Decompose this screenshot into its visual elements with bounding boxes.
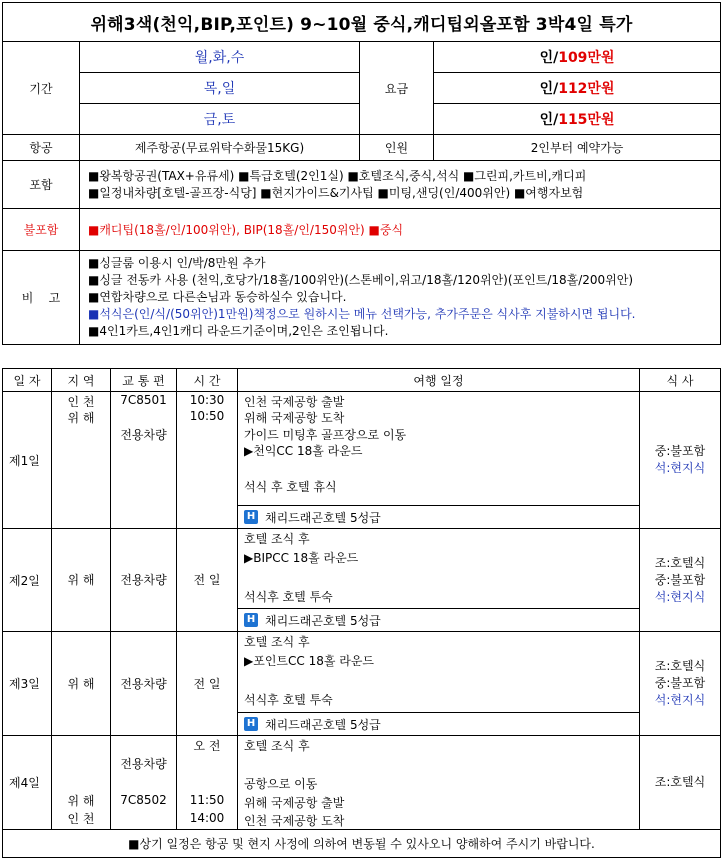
meal-line: 중:불포함 xyxy=(654,572,706,587)
hotel-icon: H xyxy=(244,510,258,524)
period-fri-sat: 금,토 xyxy=(80,104,360,135)
itinerary-line: 공항으로 이동 xyxy=(244,777,318,791)
table-row xyxy=(3,632,721,736)
itinerary-line: ▶BIPCC 18홀 라운드 xyxy=(244,551,359,565)
include-content xyxy=(80,161,721,209)
include-line: ■왕복항공권(TAX+유류세) ■특급호텔(2인1실) ■호텔조식,중식,석식 ■그린피,카트비,캐디피 xyxy=(88,168,587,183)
hotel-row xyxy=(238,608,639,631)
hotel-row xyxy=(238,505,639,528)
itinerary-line: ▶천익CC 18홀 라운드 xyxy=(244,444,363,458)
transport-cell xyxy=(111,392,177,529)
itinerary-line: 호텔 조식 후 xyxy=(244,635,310,649)
itinerary-cell xyxy=(238,392,640,529)
price-row-2 xyxy=(434,73,721,104)
people-label: 인원 xyxy=(360,135,434,161)
table-row xyxy=(3,529,721,632)
people-value: 2인부터 예약가능 xyxy=(434,135,721,161)
time-line: 10:50 xyxy=(189,409,225,423)
region-cell xyxy=(52,736,111,830)
day-label: 제3일 xyxy=(3,632,52,736)
price-amount: 109만원 xyxy=(558,50,615,66)
time-cell xyxy=(177,632,238,736)
table-row xyxy=(3,736,721,830)
day-label: 제4일 xyxy=(3,736,52,830)
time-cell xyxy=(177,529,238,632)
meal-cell xyxy=(640,736,721,830)
time-line: 14:00 xyxy=(189,811,225,825)
meal-line: 석:현지식 xyxy=(654,589,706,604)
meal-line: 조:호텔식 xyxy=(654,659,706,673)
footer-row xyxy=(3,830,721,858)
itinerary-cell xyxy=(238,529,640,632)
itinerary-line: 호텔 조식 후 xyxy=(244,739,310,753)
note-line: ■4인1카트,4인1캐디 라운드기준이며,2인은 조인됩니다. xyxy=(88,324,389,338)
meal-line: 중:불포함 xyxy=(654,676,706,690)
time-line: 10:30 xyxy=(189,393,225,407)
itinerary-cell xyxy=(238,632,640,736)
hotel-icon: H xyxy=(244,613,258,627)
period-mon-tue-wed: 월,화,수 xyxy=(80,42,360,73)
transport-line: 전용차량 xyxy=(120,757,167,771)
period-label: 기간 xyxy=(3,42,80,135)
airline-value: 제주항공(무료위탁수화물15KG) xyxy=(80,135,360,161)
time-line: 11:50 xyxy=(189,793,225,807)
meal-cell xyxy=(640,392,721,529)
region-line: 위 해 xyxy=(67,573,95,587)
itinerary-line: 호텔 조식 후 xyxy=(244,532,310,546)
itinerary-cell xyxy=(238,736,640,830)
summary-table xyxy=(2,2,721,345)
header-region: 지 역 xyxy=(52,369,111,392)
price-prefix: 인/ xyxy=(539,81,559,97)
header-time: 시 간 xyxy=(177,369,238,392)
itinerary-line: ▶포인트CC 18홀 라운드 xyxy=(244,654,375,668)
region-line: 인 천 xyxy=(67,812,95,826)
transport-line: 전용차량 xyxy=(120,677,167,691)
table-row xyxy=(3,392,721,529)
itinerary-line: 인천 국제공항 도착 xyxy=(244,814,345,828)
itinerary-line: 위해 국제공항 도착 xyxy=(244,411,345,425)
transport-cell xyxy=(111,736,177,830)
time-line: 전 일 xyxy=(193,573,221,587)
transport-line: 전용차량 xyxy=(120,573,167,587)
note-line: ■싱글 전동카 사용 (천익,호당가/18홀/100위안)(스톤베이,위고/18홀/120위안)(포인트/18홀/200위안) xyxy=(88,273,634,287)
include-line: ■일정내차량[호텔-골프장-식당] ■현지가이드&기사팁 ■미팅,샌딩(인/400위안) ■여행자보험 xyxy=(88,185,584,200)
itinerary-line: 위해 국제공항 출발 xyxy=(244,796,345,810)
hotel-icon: H xyxy=(244,717,258,731)
note-line: ■싱글룸 이용시 인/박/8만원 추가 xyxy=(88,256,266,270)
page-title: 위해3색(천익,BIP,포인트) 9~10월 중식,캐디팁외올포함 3박4일 특가 xyxy=(3,3,721,42)
region-line: 위 해 xyxy=(67,677,95,691)
region-cell xyxy=(52,529,111,632)
meal-cell xyxy=(640,529,721,632)
schedule-table xyxy=(2,368,721,858)
region-cell xyxy=(52,392,111,529)
note-line: ■연합차량으로 다른손님과 동승하실수 있습니다. xyxy=(88,290,347,304)
meal-line: 조:호텔식 xyxy=(654,775,706,789)
meal-line: 석:현지식 xyxy=(654,693,706,707)
time-cell xyxy=(177,736,238,830)
note-content xyxy=(80,251,721,345)
hotel-name: 채리드래곤호텔 5성급 xyxy=(265,510,381,525)
note-label: 비 고 xyxy=(3,251,80,345)
header-transport: 교 통 편 xyxy=(111,369,177,392)
time-line: 오 전 xyxy=(193,739,221,753)
header-date: 일 자 xyxy=(3,369,52,392)
note-line: ■석식은(인/식/(50위안)1만원)책정으로 원하시는 메뉴 선택가능, 추가주문은 식사후 지불하시면 됩니다. xyxy=(88,307,636,321)
region-line: 인 천 xyxy=(67,395,95,409)
itinerary-line: 석식후 호텔 투숙 xyxy=(244,693,333,707)
itinerary-line: 석식 후 호텔 휴식 xyxy=(244,480,337,494)
itinerary-line: 석식후 호텔 투숙 xyxy=(244,590,333,604)
exclude-content: ■캐디팁(18홀/인/100위안), BIP(18홀/인/150위안) ■중식 xyxy=(80,209,721,251)
airline-label: 항공 xyxy=(3,135,80,161)
time-cell xyxy=(177,392,238,529)
day-label: 제2일 xyxy=(3,529,52,632)
region-line: 위 해 xyxy=(67,411,95,425)
transport-cell xyxy=(111,529,177,632)
price-amount: 112만원 xyxy=(558,81,615,97)
meal-cell xyxy=(640,632,721,736)
region-cell xyxy=(52,632,111,736)
period-thu-sun: 목,일 xyxy=(80,73,360,104)
schedule-header-row xyxy=(3,369,721,392)
price-row-1 xyxy=(434,42,721,73)
header-meal: 식 사 xyxy=(640,369,721,392)
itinerary-line: 인천 국제공항 출발 xyxy=(244,395,345,409)
header-itinerary: 여행 일정 xyxy=(238,369,640,392)
include-label: 포함 xyxy=(3,161,80,209)
transport-cell xyxy=(111,632,177,736)
price-amount: 115만원 xyxy=(558,112,615,128)
exclude-label: 불포함 xyxy=(3,209,80,251)
hotel-row xyxy=(238,712,639,735)
fee-label: 요금 xyxy=(360,42,434,135)
hotel-name: 채리드래곤호텔 5성급 xyxy=(265,613,381,628)
footer-note: ■상기 일정은 항공 및 현지 사정에 의하여 변동될 수 있사오니 양해하여 주시기 바랍니다. xyxy=(3,830,721,858)
time-line: 전 일 xyxy=(193,677,221,691)
price-row-3 xyxy=(434,104,721,135)
meal-line: 중:불포함 xyxy=(654,444,706,458)
price-prefix: 인/ xyxy=(539,50,559,66)
meal-line: 조:호텔식 xyxy=(654,555,706,570)
transport-line: 전용차량 xyxy=(120,428,167,442)
price-prefix: 인/ xyxy=(539,112,559,128)
meal-line: 석:현지식 xyxy=(654,461,706,475)
transport-line: 7C8501 xyxy=(120,393,167,407)
hotel-name: 채리드래곤호텔 5성급 xyxy=(265,717,381,732)
transport-line: 7C8502 xyxy=(120,793,167,807)
region-line: 위 해 xyxy=(67,794,95,808)
itinerary-line: 가이드 미팅후 골프장으로 이동 xyxy=(244,428,407,442)
day-label: 제1일 xyxy=(3,392,52,529)
